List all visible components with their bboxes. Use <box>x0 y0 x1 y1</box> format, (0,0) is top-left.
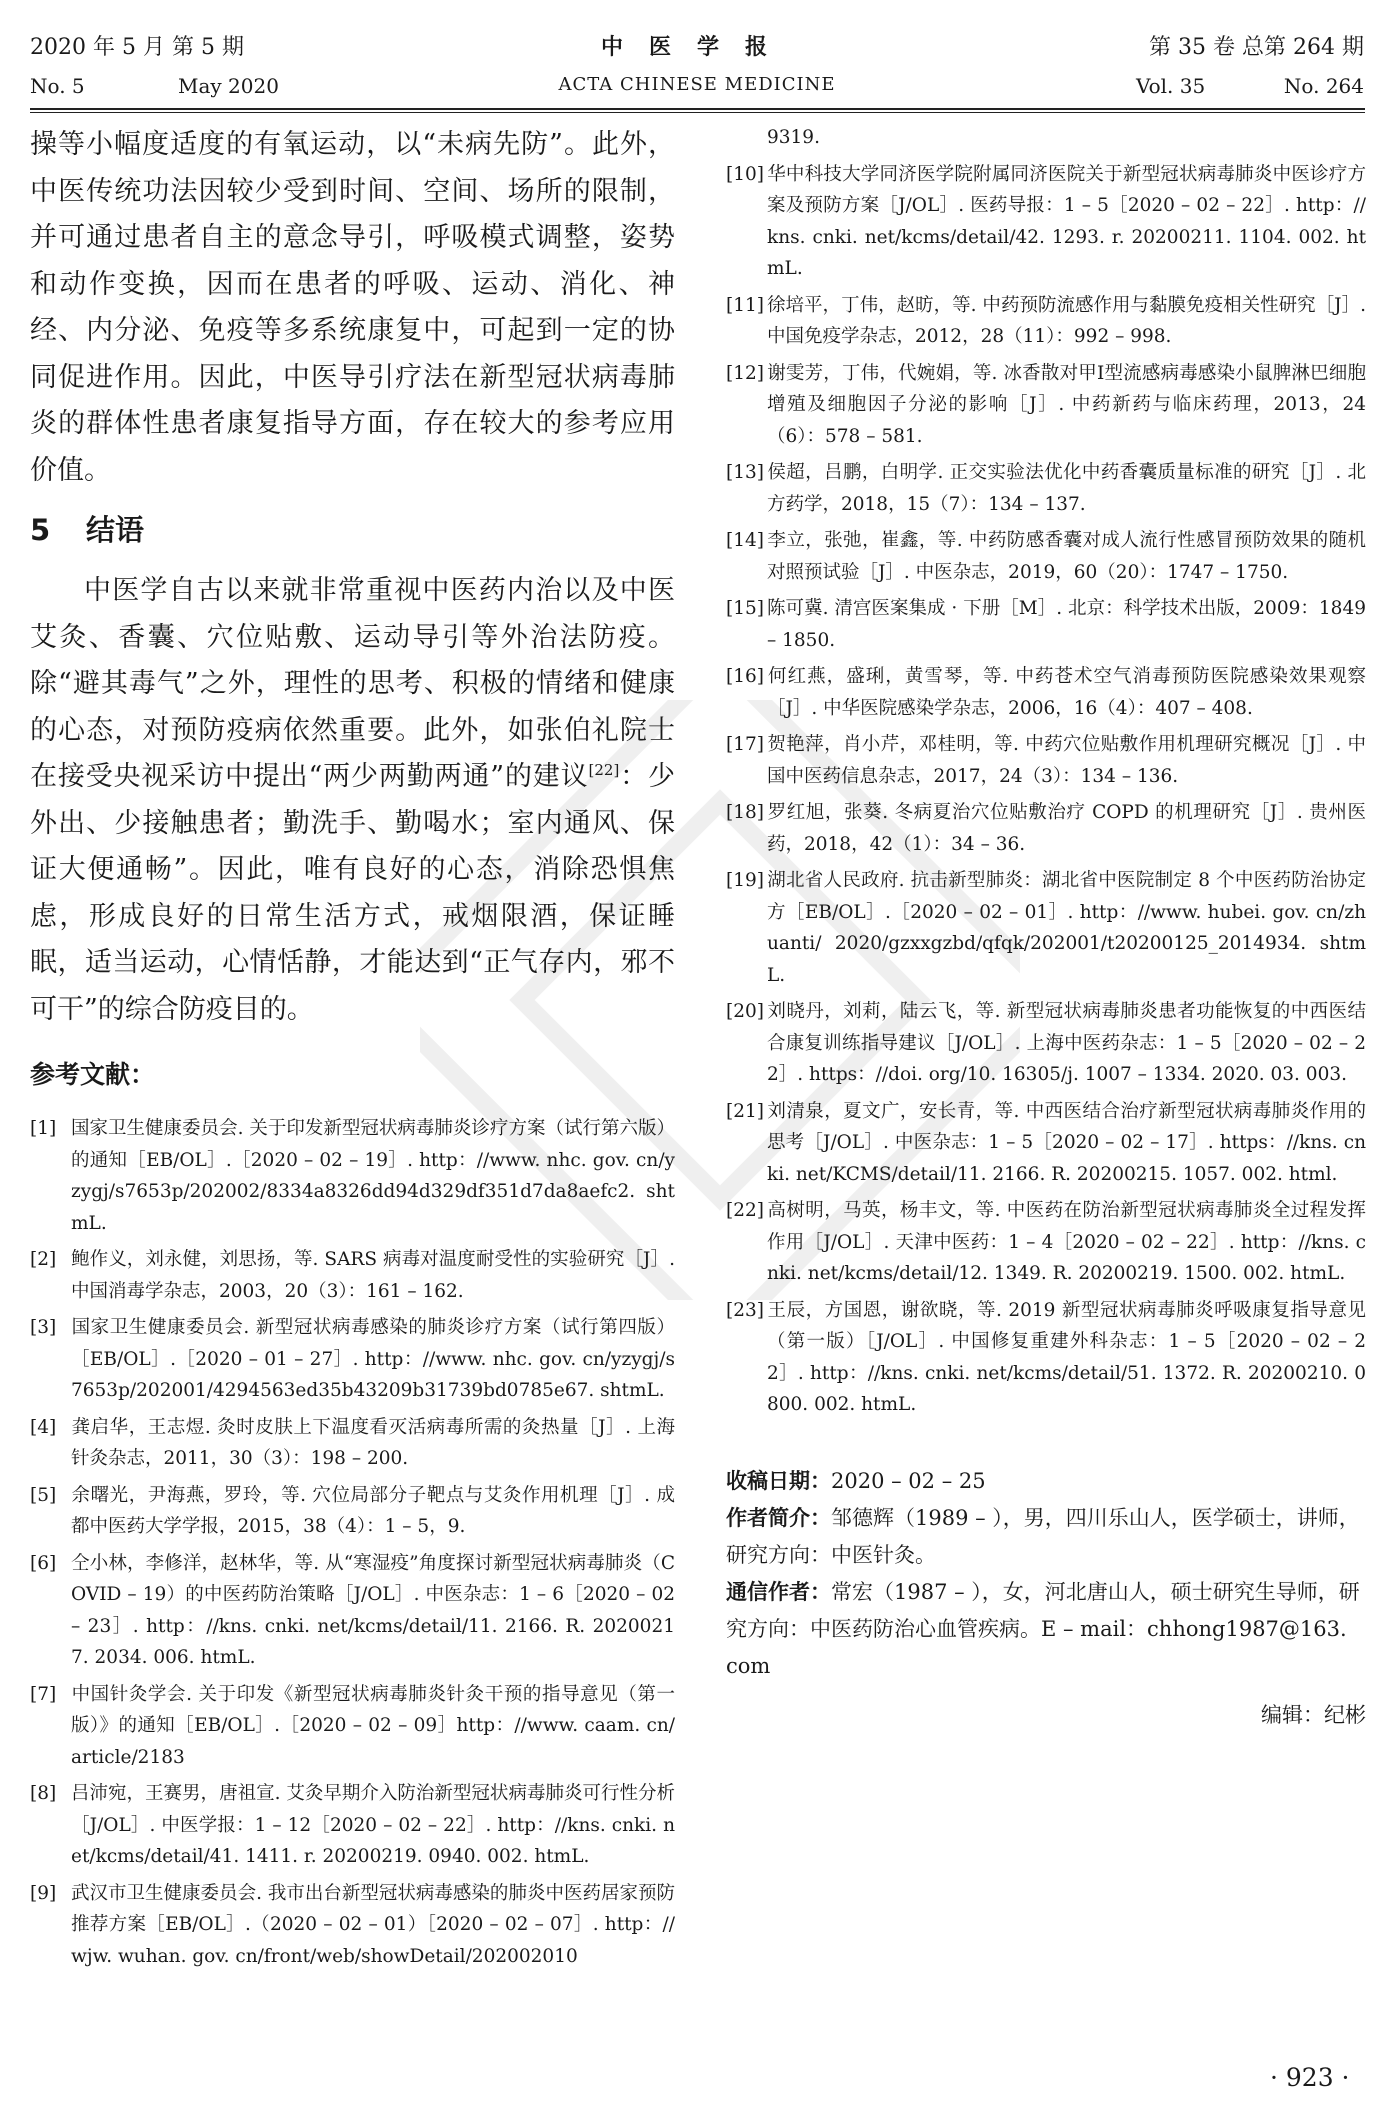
reference-text: 国家卫生健康委员会. 关于印发新型冠状病毒肺炎诊疗方案（试行第六版）的通知［EB/OL］.［2020 – 02 – 19］. http：//www. nhc. gov. cn/yzygj/s7653p/202002/8334a8326dd94d329df351d7da8aefc2. shtmL. <box>71 1118 675 1234</box>
reference-number: [8] <box>30 1783 57 1804</box>
reference-number: [2] <box>30 1249 57 1270</box>
reference-text: 余曙光，尹海燕，罗玲，等. 穴位局部分子靶点与艾灸作用机理［J］. 成都中医药大学学报，2015，38（4）：1 – 5，9. <box>71 1484 675 1537</box>
reference-text: 国家卫生健康委员会. 新型冠状病毒感染的肺炎诊疗方案（试行第四版）［EB/OL］.［2020 – 01 – 27］. http：//www. nhc. gov. cn/yzygj/s7653p/202001/4294563ed35b43209b31739bd0785e67. shtmL. <box>71 1317 675 1401</box>
left-column <box>30 122 675 1977</box>
reference-text: 徐培平，丁伟，赵昉，等. 中药预防流感作用与黏膜免疫相关性研究［J］. 中国免疫学杂志，2012，28（11）：992 – 998. <box>767 294 1366 347</box>
reference-list-left <box>30 1113 675 1972</box>
reference-number: [3] <box>30 1317 57 1338</box>
reference-number: [17] <box>726 734 764 755</box>
header-no-right: No. 264 <box>1283 74 1364 98</box>
reference-list-right <box>726 159 1366 1421</box>
reference-number: [7] <box>30 1683 57 1705</box>
section-heading <box>30 510 675 550</box>
author-value: 邹德辉（1989 – ），男，四川乐山人，医学硕士，讲师，研究方向：中医针灸。 <box>726 1505 1360 1567</box>
reference-text: 王辰，方国恩，谢欲晓，等. 2019 新型冠状病毒肺炎呼吸康复指导意见（第一版）［J/OL］. 中国修复重建外科杂志：1 – 5［2020 – 02 – 22］. http：//kns. cnki. net/kcms/detail/51. 1372. R. 20200210. 0800. 002. htmL. <box>767 1299 1366 1415</box>
para2-part-b: ：少外出、少接触患者；勤洗手、勤喝水；室内通风、保证大便通畅”。因此，唯有良好的心态，消除恐惧焦虑，形成良好的日常生活方式，戒烟限酒，保证睡眠，适当运动，心情恬静，才能达到“正气存内，邪不可干”的综合防疫目的。 <box>30 761 676 1025</box>
reference-item <box>30 1244 675 1307</box>
reference-number: [9] <box>30 1882 57 1904</box>
reference-text: 刘晓丹，刘莉，陆云飞，等. 新型冠状病毒肺炎患者功能恢复的中西医结合康复训练指导建议［J/OL］. 上海中医药杂志：1 – 5［2020 – 02 – 22］. https：//doi. org/10. 16305/j. 1007 – 1334. 2020. 03. 003. <box>767 1001 1366 1085</box>
corr-value: 常宏（1987 – ），女，河北唐山人，硕士研究生导师，研究方向：中医药防治心血管疾病。E – mail：chhong1987@163. com <box>726 1579 1360 1678</box>
reference-item <box>726 1096 1366 1191</box>
header-date-issue: 2020 年 5 月 第 5 期 <box>30 35 244 60</box>
reference-item <box>726 358 1366 453</box>
para2-part-a: 中医学自古以来就非常重视中医药内治以及中医艾灸、香囊、穴位贴敷、运动导引等外治法防疫。除“避其毒气”之外，理性的思考、积极的情绪和健康的心态，对预防疫病依然重要。此外，如张伯礼院士在接受央视采访中提出“两少两勤两通”的建议 <box>30 575 675 792</box>
reference-item <box>726 797 1366 860</box>
header-rule-thick <box>30 108 1365 110</box>
reference-text: 华中科技大学同济医学院附属同济医院关于新型冠状病毒肺炎中医诊疗方案及预防方案［J/OL］. 医药导报：1 – 5［2020 – 02 – 22］. http：//kns. cnki. net/kcms/detail/42. 1293. r. 20200211. 1104. 002. htmL. <box>767 163 1367 279</box>
reference-item <box>30 1480 675 1543</box>
reference-text: 吕沛宛，王赛男，唐祖宣. 艾灸早期介入防治新型冠状病毒肺炎可行性分析［J/OL］. 中医学报：1 – 12［2020 – 02 – 22］. http：//kns. cnki. net/kcms/detail/41. 1411. r. 20200219. 0940. 002. htmL. <box>71 1783 675 1867</box>
reference-number: [22] <box>726 1200 764 1221</box>
reference-text: 湖北省人民政府. 抗击新型肺炎：湖北省中医院制定 8 个中医药防治协定方［EB/OL］.［2020 – 02 – 01］. http：//www. hubei. gov. cn/zhuanti/ 2020/gzxxgzbd/qfqk/202001/t20200125_2014934. shtmL. <box>767 870 1366 986</box>
section-number: 5 <box>30 513 51 547</box>
reference-text: 中国针灸学会. 关于印发《新型冠状病毒肺炎针灸干预的指导意见（第一版）》的通知［EB/OL］.［2020 – 02 – 09］http：//www. caam. cn/article/2183 <box>71 1683 675 1768</box>
reference-text: 罗红旭，张葵. 冬病夏治穴位贴敷治疗 COPD 的机理研究［J］. 贵州医药，2018，42（1）：34 – 36. <box>767 802 1366 855</box>
reference-text: 高树明，马英，杨丰文，等. 中医药在防治新型冠状病毒肺炎全过程发挥作用［J/OL］. 天津中医药：1 – 4［2020 – 02 – 22］. http：//kns. cnki. net/kcms/detail/12. 1349. R. 20200219. 1500. 002. htmL. <box>767 1200 1366 1284</box>
reference-number: [1] <box>30 1118 57 1139</box>
reference-item <box>30 1548 675 1674</box>
reference-number: [10] <box>726 163 764 185</box>
reference-number: [5] <box>30 1484 57 1506</box>
corresponding-author <box>726 1574 1366 1685</box>
reference-text: 李立，张弛，崔鑫，等. 中药防感香囊对成人流行性感冒预防效果的随机对照预试验［J］. 中医杂志，2019，60（20）：1747 – 1750. <box>767 530 1366 583</box>
reference-number: [4] <box>30 1416 57 1438</box>
received-date <box>726 1463 1366 1500</box>
reference-item <box>726 525 1366 588</box>
reference-text: 何红燕，盛琍，黄雪琴，等. 中药苍术空气消毒预防医院感染效果观察［J］. 中华医院感染学杂志，2006，16（4）：407 – 408. <box>767 666 1366 719</box>
reference-text: 鲍作义，刘永健，刘思扬，等. SARS 病毒对温度耐受性的实验研究［J］. 中国消毒学杂志，2003，20（3）：161 – 162. <box>71 1249 675 1302</box>
journal-title-en: ACTA CHINESE MEDICINE <box>558 74 836 95</box>
reference-item <box>726 865 1366 991</box>
reference-number: [23] <box>726 1299 764 1321</box>
reference-item <box>30 1113 675 1239</box>
reference-item <box>726 593 1366 656</box>
page-number: · 923 · <box>1270 2063 1350 2092</box>
editor-credit: 编辑：纪彬 <box>1261 1702 1366 1727</box>
reference-number: [21] <box>726 1100 764 1122</box>
reference-item <box>30 1778 675 1873</box>
header-volume-total: 第 35 卷 总第 264 期 <box>1149 35 1364 60</box>
reference-text: 龚启华，王志煜. 灸时皮肤上下温度看灭活病毒所需的灸热量［J］. 上海针灸杂志，2011，30（3）：198 – 200. <box>71 1416 675 1469</box>
reference-number: [15] <box>726 598 764 619</box>
received-value: 2020 – 02 – 25 <box>831 1468 986 1493</box>
reference-9-continuation: 9319. <box>767 127 820 148</box>
reference-number: [18] <box>726 802 764 823</box>
author-info <box>726 1500 1366 1574</box>
corr-label: 通信作者： <box>726 1579 831 1604</box>
body-paragraph-1: 操等小幅度适度的有氧运动，以“未病先防”。此外，中医传统功法因较少受到时间、空间、场所的限制，并可通过患者自主的意念导引，呼吸模式调整，姿势和动作变换，因而在患者的呼吸、运动、消化、神经、内分泌、免疫等多系统康复中，可起到一定的协同促进作用。因此，中医导引疗法在新型冠状病毒肺炎的群体性患者康复指导方面，存在较大的参考应用价值。 <box>30 129 675 486</box>
reference-item <box>30 1679 675 1774</box>
reference-text: 陈可冀. 清宫医案集成 · 下册［M］. 北京：科学技术出版，2009：1849 – 1850. <box>767 598 1366 651</box>
reference-number: [20] <box>726 1001 764 1022</box>
reference-text: 贺艳萍，肖小芹，邓桂明，等. 中药穴位贴敷作用机理研究概况［J］. 中国中医药信息杂志，2017，24（3）：134 – 136. <box>767 734 1366 787</box>
citation-22: [22] <box>588 761 620 779</box>
header-issue-no: No. 5 <box>30 74 85 98</box>
reference-number: [14] <box>726 530 764 551</box>
reference-number: [16] <box>726 666 764 687</box>
journal-title-cn: 中医学报 <box>600 34 793 60</box>
reference-item <box>726 1195 1366 1290</box>
header-vol: Vol. 35 <box>1136 74 1206 98</box>
section-title: 结语 <box>86 513 145 547</box>
received-label: 收稿日期： <box>726 1468 831 1493</box>
reference-item <box>726 1295 1366 1421</box>
author-label: 作者简介： <box>726 1505 831 1530</box>
reference-item <box>726 457 1366 520</box>
right-column <box>726 122 1366 1729</box>
reference-number: [12] <box>726 362 764 384</box>
body-paragraph-2 <box>30 568 675 1033</box>
reference-number: [19] <box>726 870 764 891</box>
reference-text: 谢雯芳，丁伟，代婉娟，等. 冰香散对甲Ⅰ型流感病毒感染小鼠脾淋巴细胞增殖及细胞因子分泌的影响［J］. 中药新药与临床药理，2013，24（6）：578 – 581. <box>767 362 1366 447</box>
reference-item <box>726 661 1366 724</box>
reference-item <box>30 1878 675 1973</box>
references-heading: 参考文献： <box>30 1060 156 1089</box>
reference-item <box>726 729 1366 792</box>
reference-number: [13] <box>726 462 764 483</box>
reference-number: [6] <box>30 1552 57 1574</box>
header-rule-thin <box>30 112 1365 113</box>
header-date-en: May 2020 <box>178 74 279 98</box>
reference-item <box>30 1312 675 1407</box>
reference-item <box>726 996 1366 1091</box>
reference-item <box>30 1412 675 1475</box>
reference-text: 侯超，吕鹏，白明学. 正交实验法优化中药香囊质量标准的研究［J］. 北方药学，2018，15（7）：134 – 137. <box>767 462 1366 515</box>
reference-text: 刘清泉，夏文广，安长青，等. 中西医结合治疗新型冠状病毒肺炎作用的思考［J/OL］. 中医杂志：1 – 5［2020 – 02 – 17］. https：//kns. cnki. net/KCMS/detail/11. 2166. R. 20200215. 1057. 002. html. <box>767 1100 1366 1185</box>
article-metadata <box>726 1463 1366 1685</box>
reference-item <box>726 290 1366 353</box>
reference-item <box>726 159 1366 285</box>
reference-number: [11] <box>726 294 764 316</box>
reference-text: 仝小林，李修洋，赵林华，等. 从“寒湿疫”角度探讨新型冠状病毒肺炎（COVID – 19）的中医药防治策略［J/OL］. 中医杂志：1 – 6［2020 – 02 – 23］. http：//kns. cnki. net/kcms/detail/11. 2166. R. 20200217. 2034. 006. htmL. <box>71 1552 675 1668</box>
reference-text: 武汉市卫生健康委员会. 我市出台新型冠状病毒感染的肺炎中医药居家预防推荐方案［EB/OL］.（2020 – 02 – 01）［2020 – 02 – 07］. http：//wjw. wuhan. gov. cn/front/web/showDetail/202002010 <box>71 1882 675 1967</box>
